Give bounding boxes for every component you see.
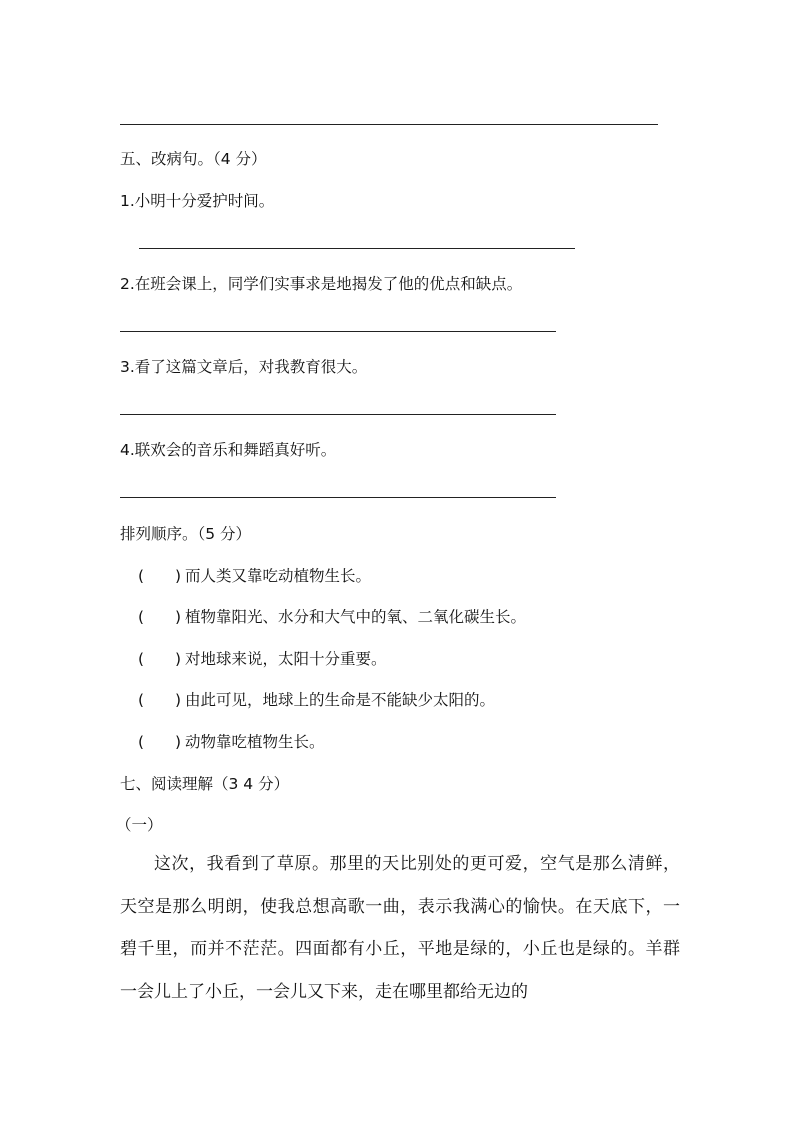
sentence-item-4: 4.联欢会的音乐和舞蹈真好听。 [120,441,337,459]
order-text: 由此可见，地球上的生命是不能缺少太阳的。 [185,691,496,709]
reading-part-label: （一） [116,816,163,834]
order-text: 对地球来说，太阳十分重要。 [185,650,387,668]
order-blank[interactable]: ( ) [138,567,182,585]
answer-line-3 [120,414,556,415]
order-text: 而人类又靠吃动植物生长。 [185,567,372,585]
section5-title: 五、改病句。（4 分） [120,150,267,168]
order-item-1 [138,566,371,586]
order-text: 动物靠吃植物生长。 [185,733,325,751]
answer-line-1 [139,248,575,249]
order-item-5 [138,732,325,752]
order-blank[interactable]: ( ) [138,733,182,751]
order-item-4 [138,690,495,710]
order-text: 植物靠阳光、水分和大气中的氧、二氧化碳生长。 [185,608,527,626]
reading-passage: 这次，我看到了草原。那里的天比别处的更可爱，空气是那么清鲜，天空是那么明朗，使我总想高歌一曲，表示我满心的愉快。在天底下，一碧千里，而并不茫茫。四面都有小丘，平地是绿的，小丘也是绿的。羊群一会儿上了小丘，一会儿又下来，走在哪里都给无边的 [120,854,680,1002]
answer-line-2 [120,331,556,332]
order-blank[interactable]: ( ) [138,650,182,668]
sentence-item-3: 3.看了这篇文章后，对我教育很大。 [120,358,368,376]
section7-title: 七、阅读理解（3 4 分） [120,775,290,793]
answer-line-top [120,124,658,125]
order-item-2 [138,607,526,627]
order-item-3 [138,649,387,669]
sentence-item-2: 2.在班会课上，同学们实事求是地揭发了他的优点和缺点。 [120,275,523,293]
section6-title: 排列顺序。（5 分） [120,525,252,543]
sentence-item-1: 1.小明十分爱护时间。 [120,192,275,210]
order-blank[interactable]: ( ) [138,608,182,626]
order-blank[interactable]: ( ) [138,691,182,709]
answer-line-4 [120,497,556,498]
